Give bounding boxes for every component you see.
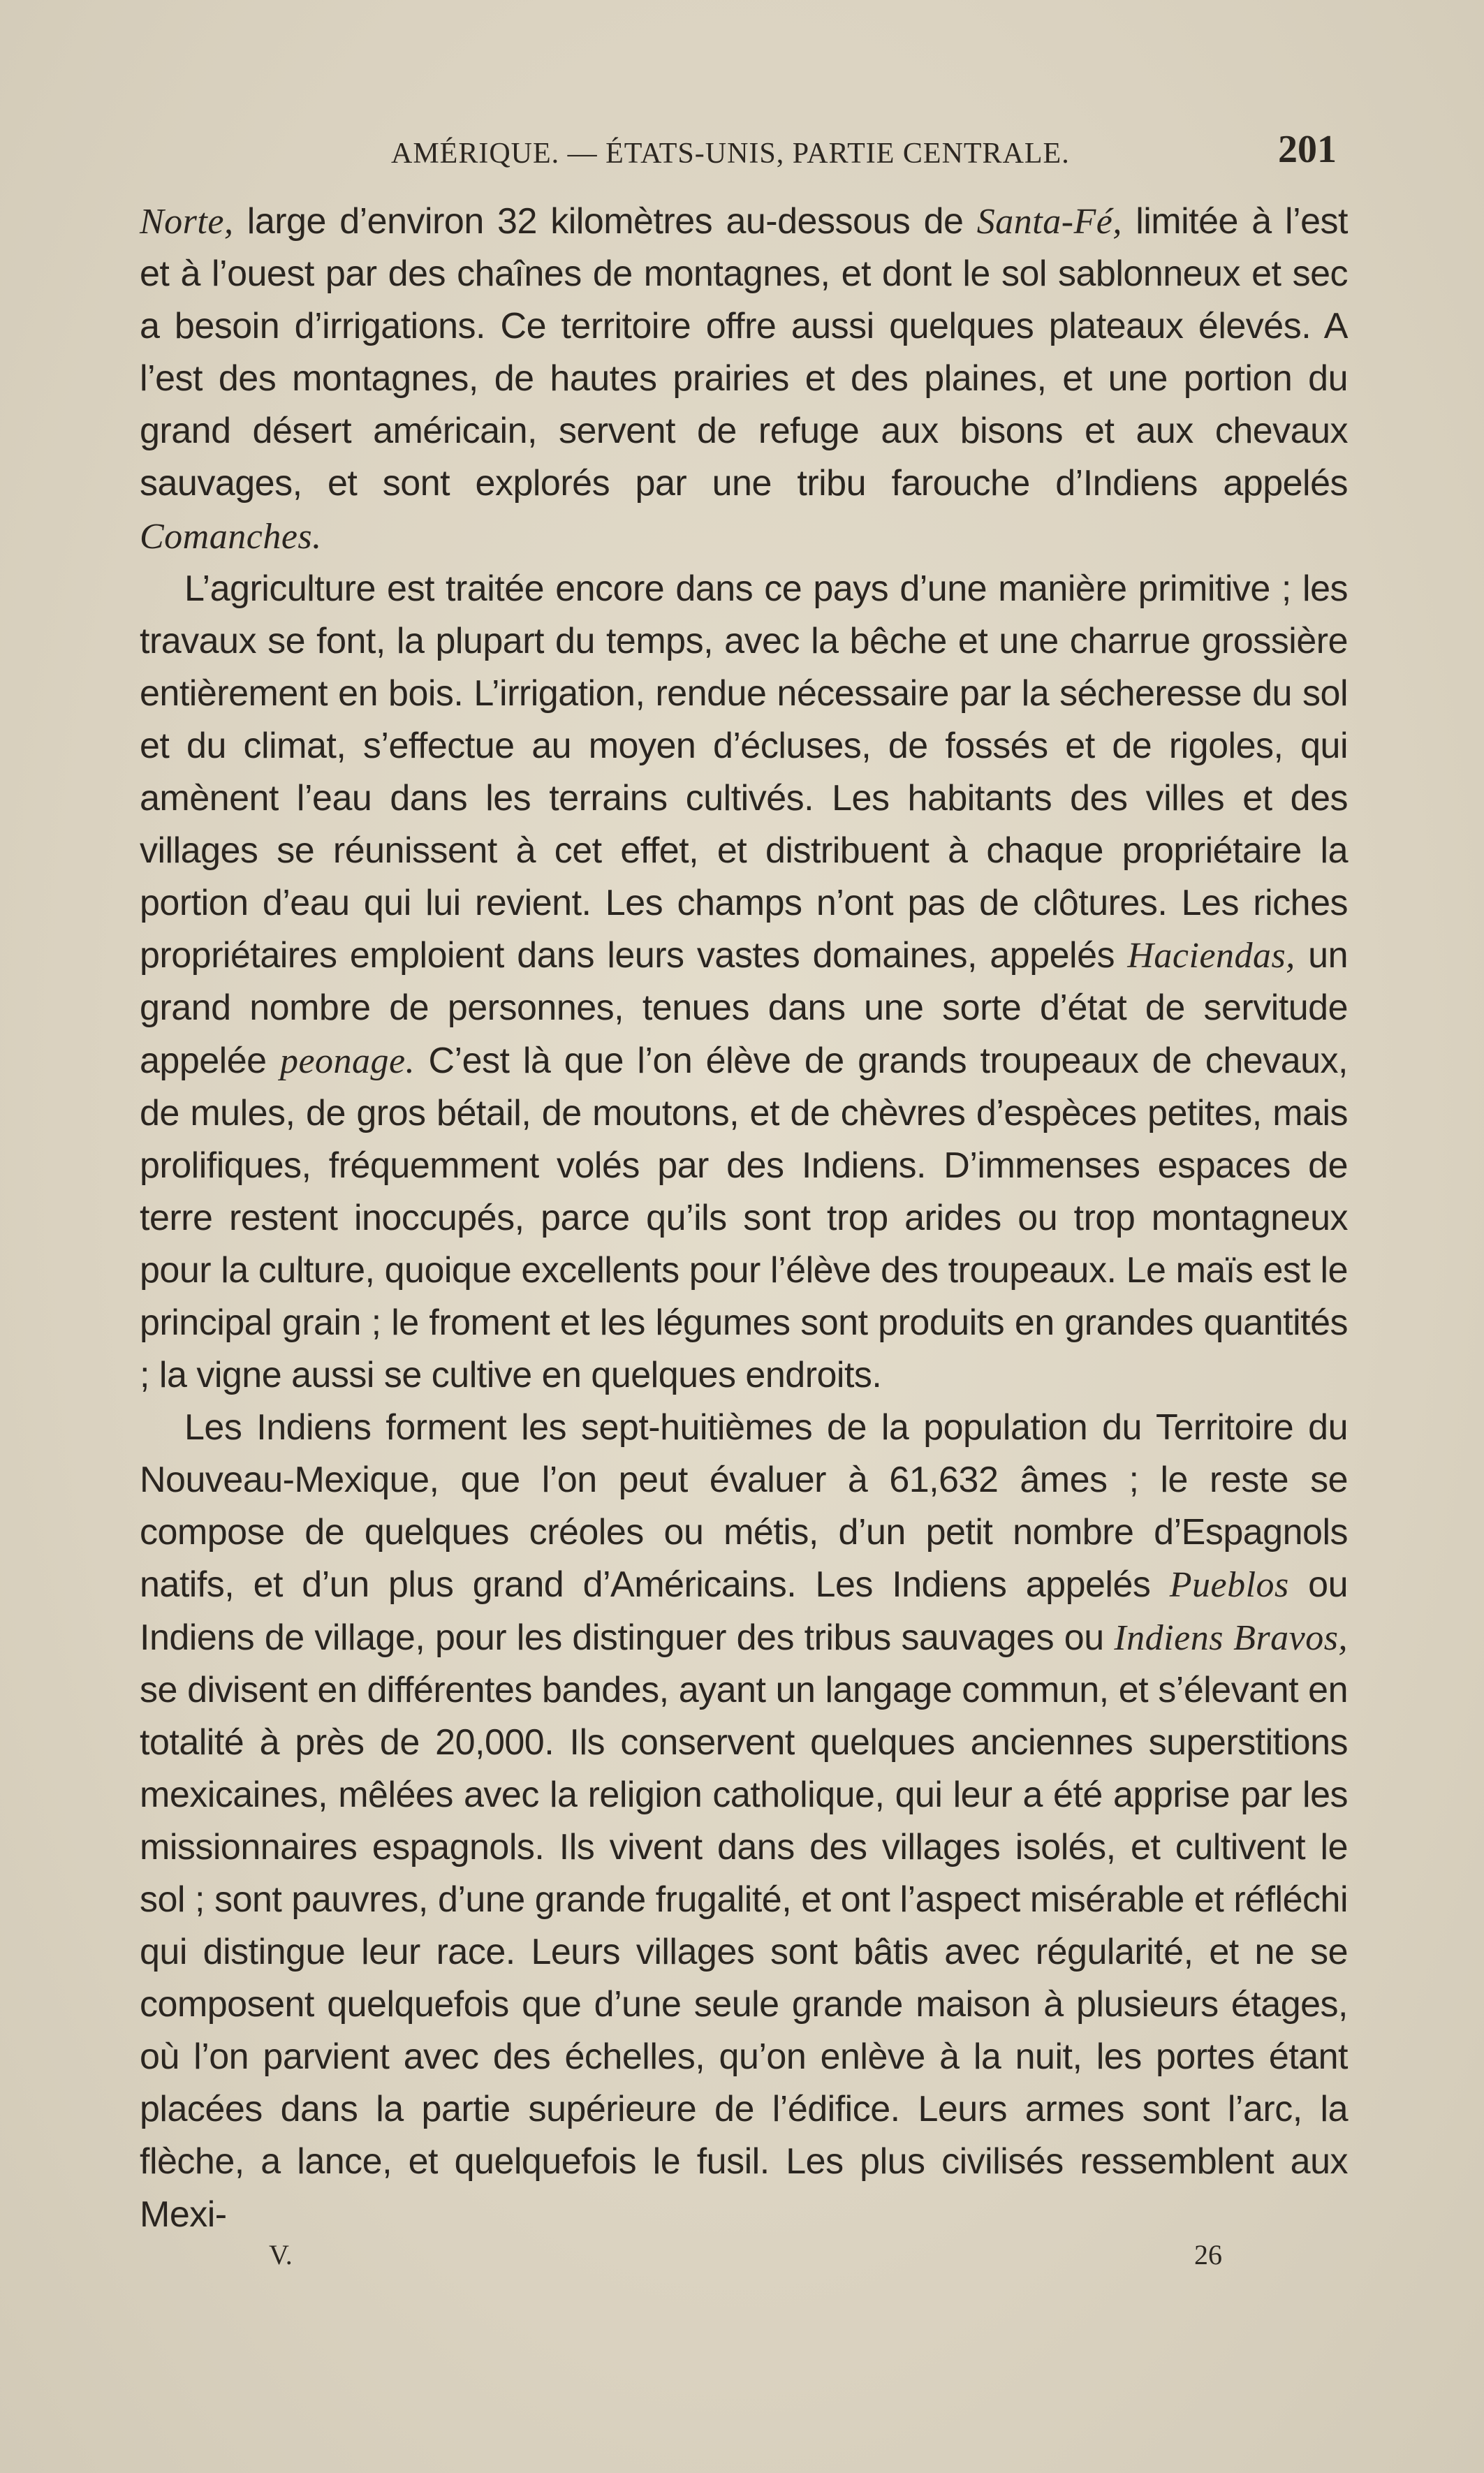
text-run: large d’environ 32 kilomètres au-dessous de bbox=[233, 201, 977, 242]
italic-term: Santa-Fé, bbox=[976, 202, 1122, 242]
page-number: 201 bbox=[1278, 128, 1337, 171]
text-run: limitée à l’est et à l’ouest par des chaînes de montagnes, et dont le sol sablonneux et sec a besoin d’irrigations. Ce territoire offre aussi quelques plateaux élevés. A l’est des montagnes, de hautes prairies et des plaines, et une portion du grand désert américain, servent de refuge aux bisons et aux chevaux sauvages, et sont explorés par une tribu farouche d’Indiens appelés bbox=[140, 201, 1348, 504]
signature-mark: V. bbox=[269, 2239, 293, 2270]
italic-term: Comanches. bbox=[140, 516, 322, 557]
text-run: L’agriculture est traitée encore dans ce pays d’une manière primitive ; les travaux se font, la plupart du temps, avec la bêche et une charrue grossière entièrement en bois. L’irrigation, rendue nécessaire par la sécheresse du sol et du climat, s’effectue au moyen d’écluses, de fossés et de rigoles, qui amènent l’eau dans les terrains cultivés. Les habitants des villes et des villages se réunissent à cet effet, et distribuent à chaque propriétaire la portion d’eau qui lui revient. Les champs n’ont pas de clôtures. Les riches propriétaires emploient dans leurs vastes domaines, appelés bbox=[140, 568, 1348, 976]
text-run: un grand nombre de personnes, tenues dans une sorte d’état de servitude appelée bbox=[140, 935, 1348, 1081]
italic-term: Pueblos bbox=[1169, 1565, 1289, 1606]
text-run: C’est là que l’on élève de grands troupeaux de chevaux, de mules, de gros bétail, de moutons, et de chèvres d’espèces petites, mais prolifiques, fréquemment volés par des Indiens. D’immenses espaces de terre restent inoccupés, parce qu’ils sont trop arides ou trop montagneux pour la culture, quoique excellents pour l’élève des troupeaux. Le maïs est le principal grain ; le froment et les légumes sont produits en grandes quantités ; la vigne aussi se cultive en quelques endroits. bbox=[140, 1040, 1348, 1396]
italic-term: Indiens Bravos, bbox=[1114, 1617, 1348, 1658]
text-run: se divisent en différentes bandes, ayant un langage commun, et s’élevant en totalité à près de 20,000. Ils conservent quelques anciennes superstitions mexicaines, mêlées avec la religion catholique, qui leur a été apprise par les missionnaires espagnols. Ils vivent dans des villages isolés, et cultivent le sol ; sont pauvres, d’une grande frugalité, et ont l’aspect misérable et réfléchi qui distingue leur race. Leurs villages sont bâtis avec régularité, et ne se composent quelquefois que d’une seule grande maison à plusieurs étages, où l’on parvient avec des échelles, qu’on enlève à la nuit, les portes étant placées dans la partie supérieure de l’édifice. Leurs armes sont l’arc, la flèche, a lance, et quelquefois le fusil. Les plus civilisés ressemblent aux Mexi- bbox=[140, 1669, 1348, 2235]
paragraph bbox=[140, 1402, 1348, 2241]
italic-term: peonage. bbox=[279, 1041, 416, 1081]
paragraph bbox=[140, 196, 1348, 563]
italic-term: Haciendas, bbox=[1127, 936, 1295, 976]
body-text bbox=[140, 196, 1348, 2241]
sheet-number: 26 bbox=[1194, 2239, 1222, 2270]
running-head bbox=[0, 126, 1484, 182]
running-title: AMÉRIQUE. — ÉTATS-UNIS, PARTIE CENTRALE. bbox=[391, 138, 1070, 170]
text-run: Les Indiens forment les sept-huitièmes de la population du Territoire du Nouveau-Mexique, que l’on peut évaluer à 61,632 âmes ; le reste se compose de quelques créoles ou métis, d’un petit nombre d’Espagnols natifs, et d’un plus grand d’Américains. Les Indiens appelés bbox=[140, 1407, 1348, 1606]
page-footer bbox=[0, 2238, 1484, 2280]
text-run: ou Indiens de village, pour les distinguer des tribus sauvages ou bbox=[140, 1564, 1348, 1658]
paragraph bbox=[140, 563, 1348, 1402]
italic-term: Norte, bbox=[140, 202, 234, 242]
